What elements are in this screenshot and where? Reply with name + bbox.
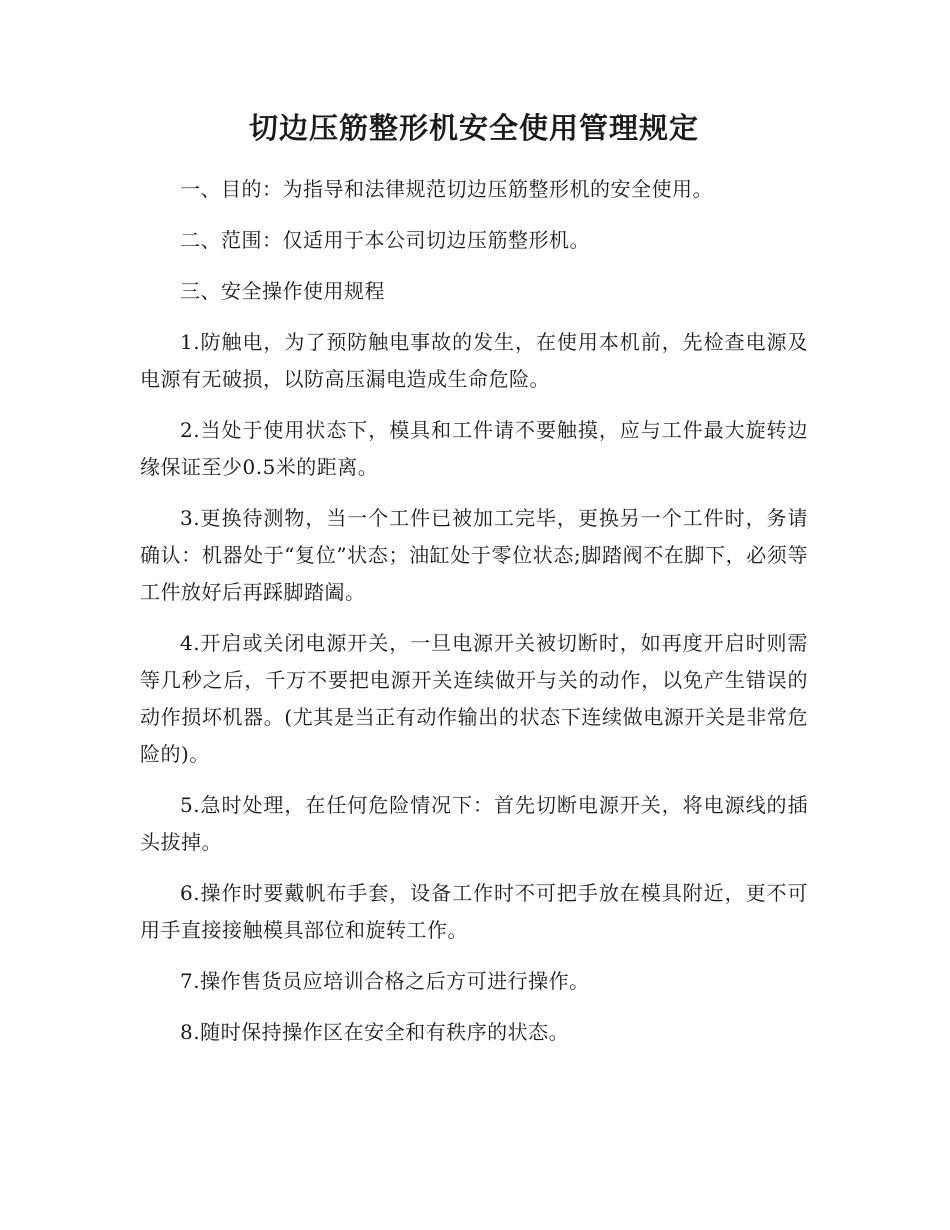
- paragraph-item-5: 5.急时处理，在任何危险情况下：首先切断电源开关，将电源线的插头拔掉。: [140, 792, 808, 854]
- paragraph-item-3: 3.更换待测物，当一个工件已被加工完毕，更换另一个工件时，务请确认：机器处于“复位”状态；油缸处于零位状态;脚踏阀不在脚下，必须等工件放好后再踩脚踏阖。: [140, 505, 808, 604]
- paragraph-item-1: 1.防触电，为了预防触电事故的发生，在使用本机前，先检查电源及电源有无破损，以防高压漏电造成生命危险。: [140, 329, 808, 391]
- paragraph-procedure-heading: 三、安全操作使用规程: [180, 278, 385, 303]
- paragraph-item-4: 4.开启或关闭电源开关，一旦电源开关被切断时，如再度开启时则需等几秒之后，千万不要把电源开关连续做开与关的动作，以免产生错误的动作损坏机器。(尤其是当正有动作输出的状态下连续做电源开关是非常危险的)。: [140, 630, 808, 766]
- paragraph-item-8: 8.随时保持操作区在安全和有秩序的状态。: [180, 1019, 570, 1044]
- document-title: 切边压筋整形机安全使用管理规定: [248, 111, 699, 145]
- paragraph-item-7: 7.操作售货员应培训合格之后方可进行操作。: [180, 968, 590, 993]
- paragraph-scope: 二、范围：仅适用于本公司切边压筋整形机。: [180, 227, 590, 252]
- paragraph-item-2: 2.当处于使用状态下，模具和工件请不要触摸，应与工件最大旋转边缘保证至少0.5米的距离。: [140, 417, 808, 479]
- document-page: [140, 108, 808, 1065]
- paragraph-item-6: 6.操作时要戴帆布手套，设备工作时不可把手放在模具附近，更不可用手直接接触模具部位和旋转工作。: [140, 880, 808, 942]
- paragraph-purpose: 一、目的：为指导和法律规范切边压筋整形机的安全使用。: [180, 176, 713, 201]
